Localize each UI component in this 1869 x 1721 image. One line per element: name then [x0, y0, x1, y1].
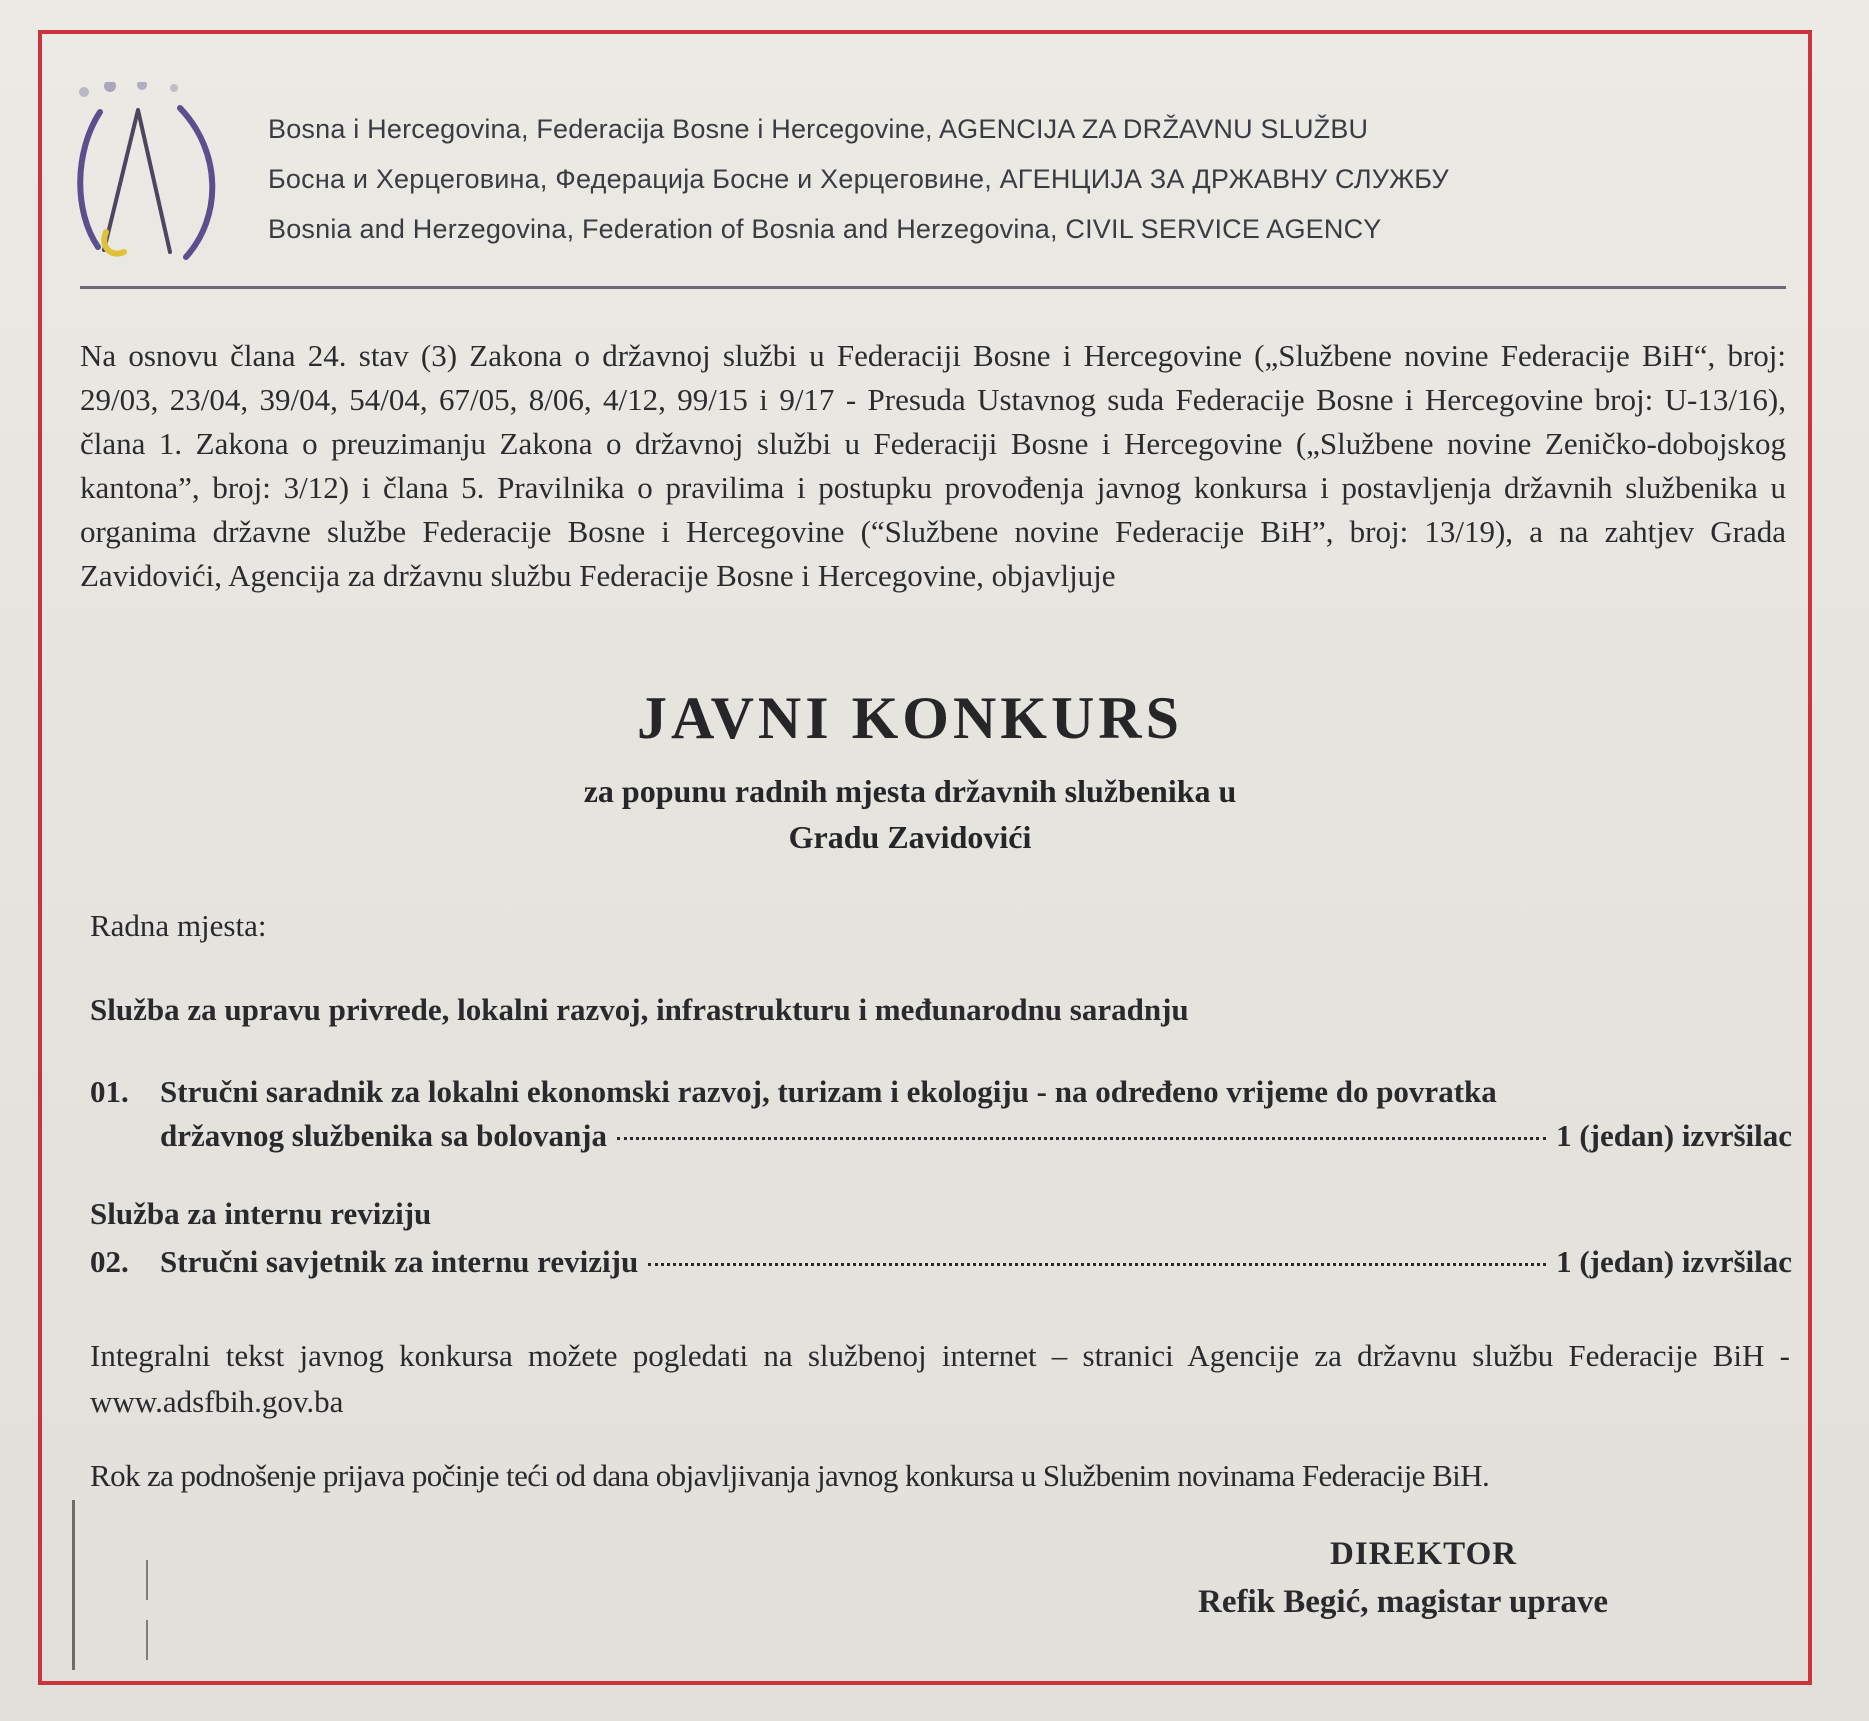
header-divider — [80, 286, 1786, 289]
positions-label: Radna mjesta: — [90, 908, 267, 943]
section-title-audit: Služba za internu reviziju — [90, 1196, 432, 1231]
position-line-with-leader — [160, 1240, 1792, 1284]
header-line-serbian: Босна и Херцеговина, Федерација Босне и Херцеговине, АГЕНЦИЈА ЗА ДРЖАВНУ СЛУЖБУ — [268, 164, 1449, 194]
agency-logo — [70, 82, 240, 272]
logo-right-arc — [180, 108, 212, 257]
print-scuff-mark — [146, 1560, 148, 1600]
signature-title: DIREKTOR — [1330, 1536, 1518, 1572]
logo-a-shape — [104, 110, 170, 252]
logo-left-arc — [80, 112, 100, 247]
logo-dot — [170, 84, 178, 92]
dot-leader — [617, 1137, 1546, 1140]
header-line-english: Bosnia and Herzegovina, Federation of Bosnia and Herzegovina, CIVIL SERVICE AGENCY — [268, 214, 1382, 244]
agency-header — [268, 104, 1449, 254]
position-line-with-leader — [160, 1114, 1792, 1158]
subtitle-line-1: za popunu radnih mjesta državnih službenika u — [583, 773, 1237, 809]
logo-dot — [79, 87, 89, 97]
position-count: 1 (jedan) izvršilac — [1556, 1118, 1792, 1153]
position-item-01 — [90, 1070, 1792, 1158]
position-title-line-1: Stručni saradnik za lokalni ekonomski razvoj, turizam i ekologiju - na određeno vrijeme do povratka — [160, 1074, 1497, 1109]
signature-name: Refik Begić, magistar uprave — [1198, 1584, 1609, 1620]
position-count: 1 (jedan) izvršilac — [1556, 1244, 1792, 1279]
position-number: 01. — [90, 1074, 129, 1109]
subtitle-line-2: Gradu Zavidovići — [788, 819, 1032, 855]
print-scuff-mark — [72, 1500, 75, 1670]
deadline-paragraph: Rok za podnošenje prijava počinje teći od dana objavljivanja javnog konkursa u Službenim novinama Federacije BiH. — [90, 1458, 1490, 1493]
logo-dot — [104, 82, 116, 92]
logo-yellow-crescent — [104, 232, 124, 254]
notice-title: JAVNI KONKURS — [637, 685, 1183, 751]
logo-dot — [137, 82, 147, 90]
position-title-line-1: Stručni savjetnik za internu reviziju — [160, 1244, 639, 1279]
integral-text-paragraph: Integralni tekst javnog konkursa možete pogledati na službenoj internet – stranici Agencije za državnu službu Federacije BiH - www.adsfbih.gov.ba — [90, 1338, 1790, 1419]
intro-paragraph: Na osnovu člana 24. stav (3) Zakona o državnoj službi u Federaciji Bosne i Hercegovine („Službene novine Federacije BiH“, broj: 29/03, 23/04, 39/04, 54/04, 67/05, 8/06, 4/12, 99/15 i 9/17 - Presuda Ustavnog suda Federacije Bosne i Hercegovine broj: U-13/16), člana 1. Zakona o preuzimanju Zakona o državnoj službi u Federaciji Bosne i Hercegovine („Službene novine Zeničko-dobojskog kantona”, broj: 3/12) i člana 5. Pravilnika o pravilima i postupku provođenja javnog konkursa i postavljenja državnih službenika u organima državne službe Federacije Bosne i Hercegovine (“Službene novine Federacije BiH”, broj: 13/19), a na zahtjev Grada Zavidovići, Agencija za državnu službu Federacije Bosne i Hercegovine, objavljuje — [80, 338, 1786, 593]
notice-subtitle — [0, 768, 1820, 860]
position-title-line-2: državnog službenika sa bolovanja — [160, 1118, 608, 1153]
header-line-bosnian: Bosna i Hercegovina, Federacija Bosne i Hercegovine, AGENCIJA ZA DRŽAVNU SLUŽBU — [268, 114, 1369, 144]
position-number: 02. — [90, 1244, 129, 1279]
print-scuff-mark — [146, 1620, 148, 1660]
dot-leader — [648, 1263, 1546, 1266]
position-item-02 — [90, 1240, 1792, 1284]
section-title-economy: Služba za upravu privrede, lokalni razvoj, infrastrukturu i međunarodnu saradnju — [90, 992, 1189, 1027]
